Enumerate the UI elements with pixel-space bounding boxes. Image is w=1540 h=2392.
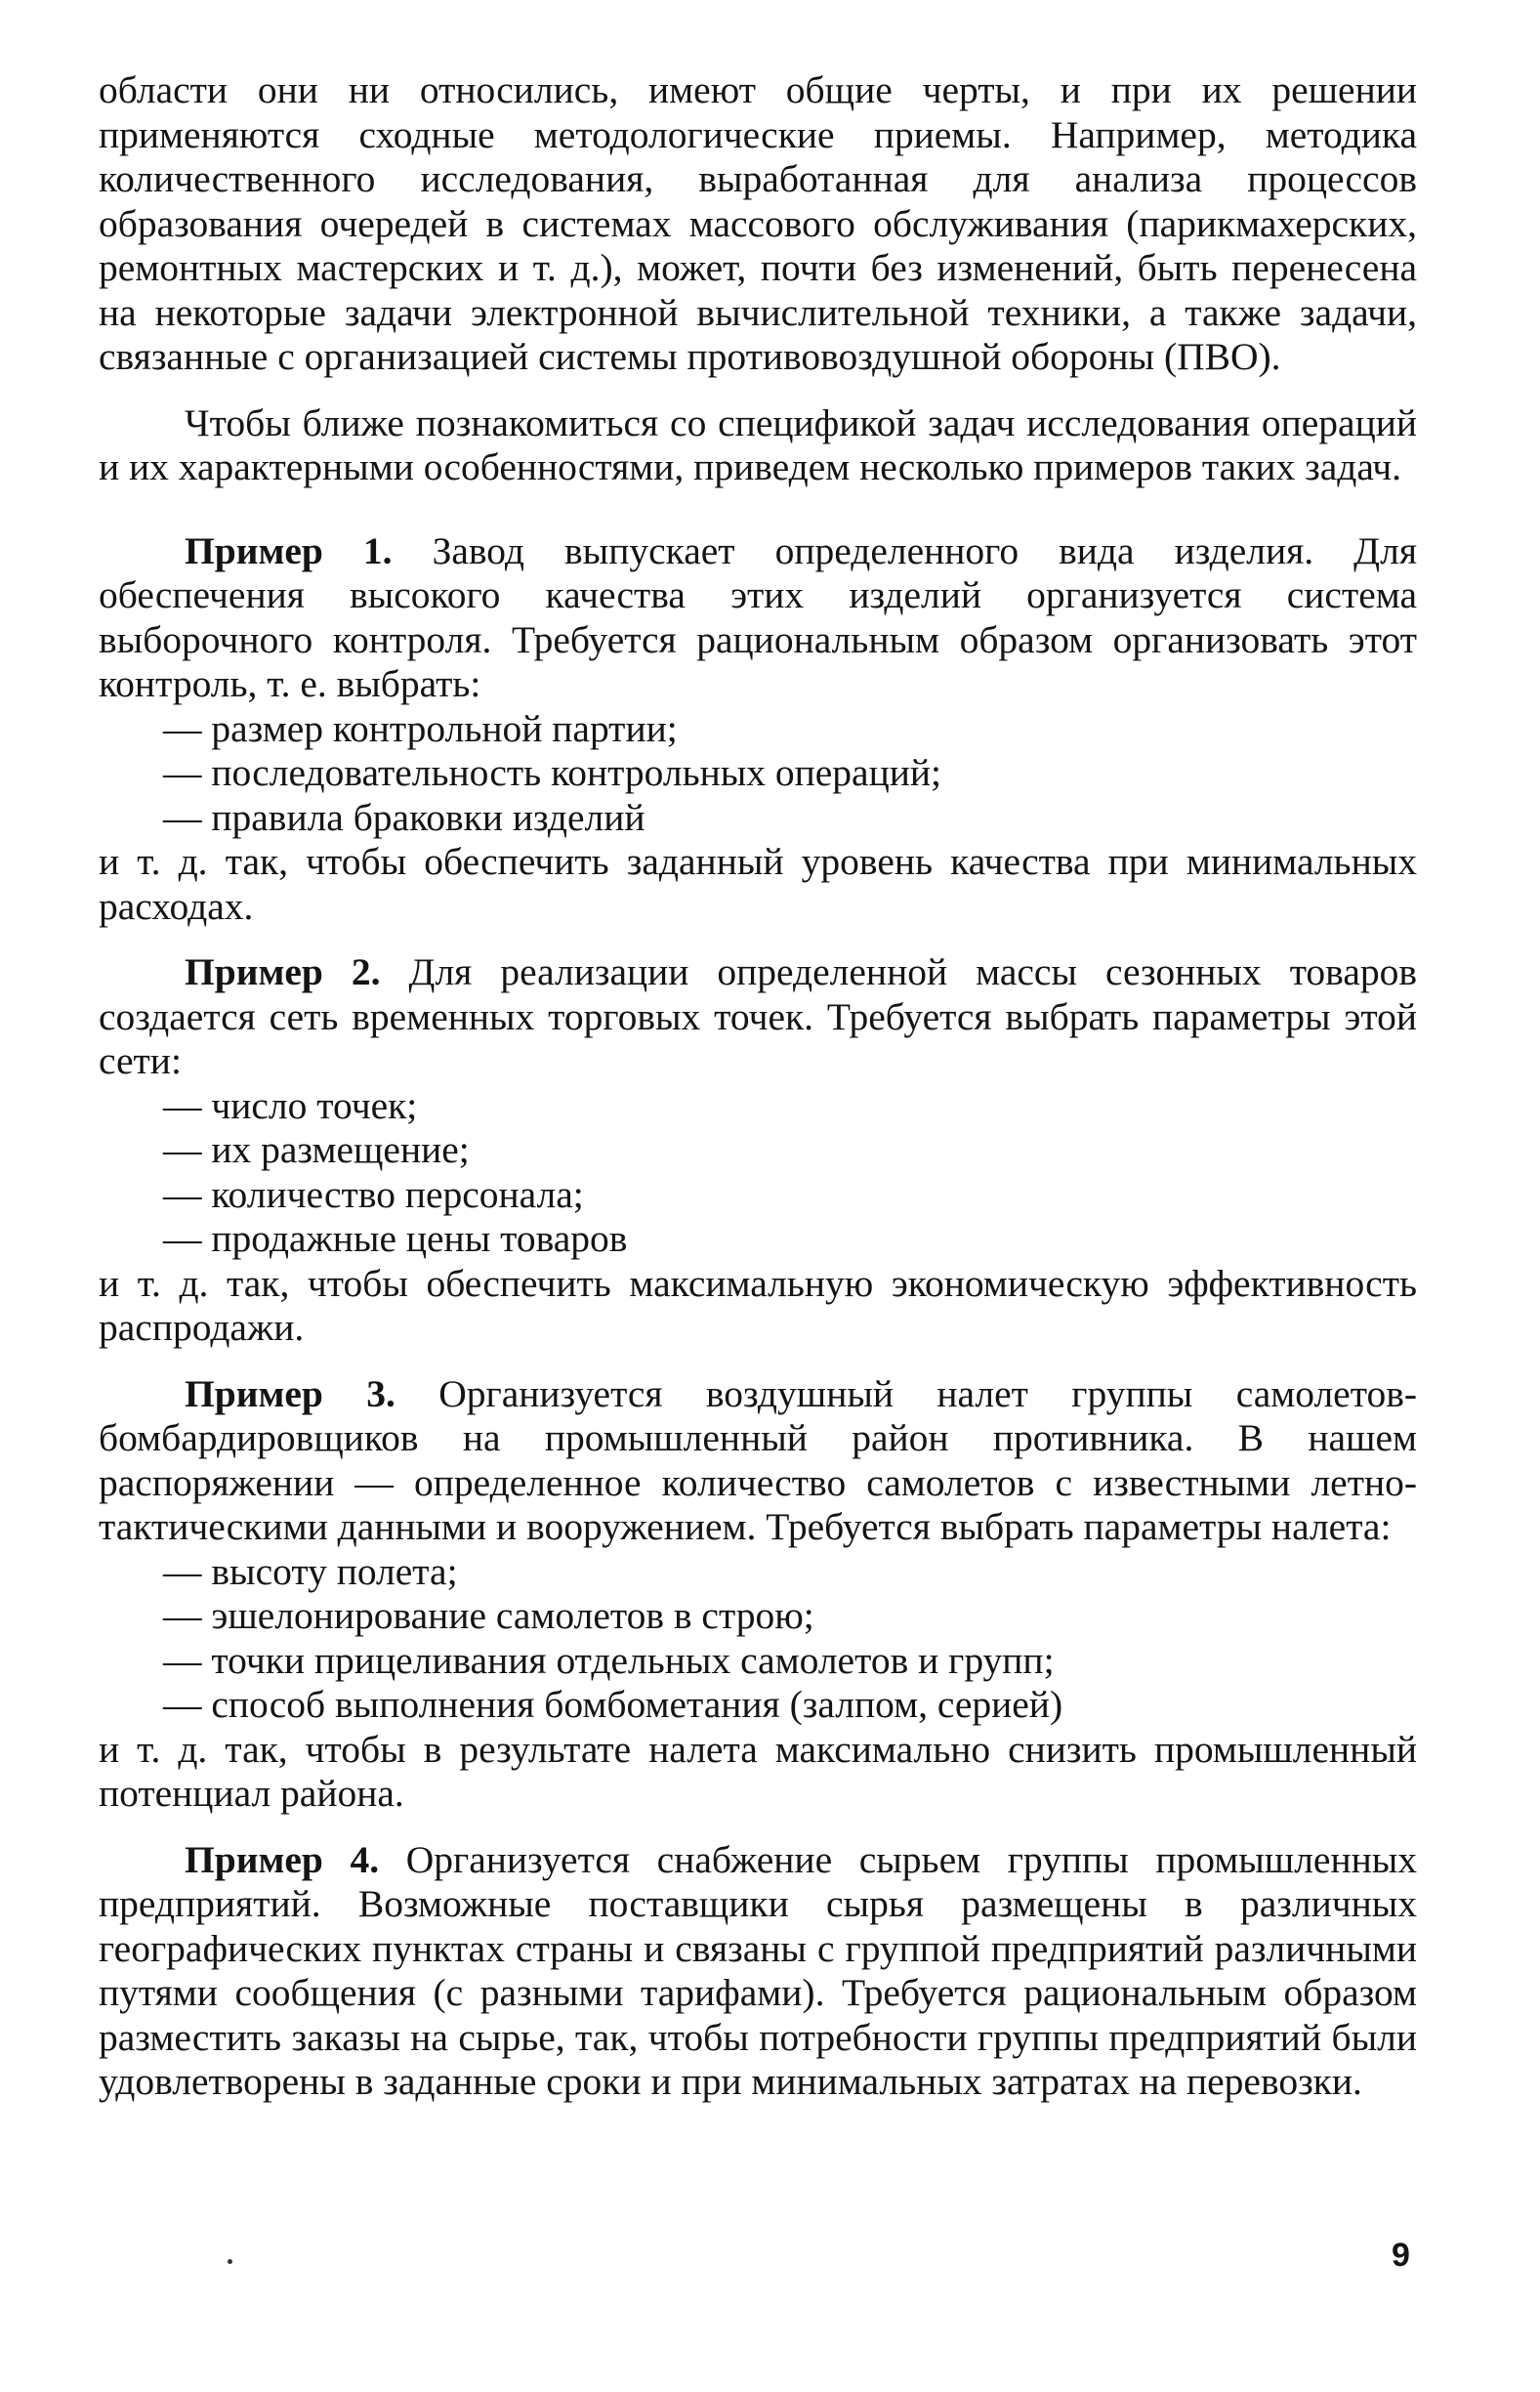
list-item: — количество персонала; — [163, 1172, 584, 1216]
example-1-label: Пример 1. — [185, 528, 393, 572]
example-3-statement — [99, 1372, 1417, 1550]
intro-paragraph-1: области они ни относились, имеют общие черты, и при их решении применяются сходные методологические приемы. Например, методика количественного исследования, выработанная для анализа процессов образования очередей в системах массового обслуживания (парикмахерских, ремонтных мастерских и т. д.), может, почти без изменений, быть перенесена на некоторые задачи электронной вычислительной техники, а также задачи, связанные с организацией системы противовоздушной обороны (ПВО). — [99, 68, 1417, 378]
example-4-text: Организуется снабжение сырьем группы промышленных предприятий. Возможные поставщики сырья размещены в различных географических пунктах страны и связаны с группой предприятий различными путями сообщения (с разными тарифами). Требуется рациональным образом разместить заказы на сырье, так, чтобы потребности группы предприятий были удовлетворены в заданные сроки и при минимальных затратах на перевозки. — [99, 1837, 1418, 2103]
example-2-conclusion: и т. д. так, чтобы обеспечить максимальную экономическую эффективность распродажи. — [99, 1261, 1417, 1349]
list-item: — последовательность контрольных операций; — [163, 751, 941, 794]
example-3-label: Пример 3. — [185, 1371, 395, 1415]
example-3-text: Организуется воздушный налет группы самолетов-бомбардировщиков на промышленный район противника. В нашем распоряжении — определенное количество самолетов с известными летно-тактическими данными и вооружением. Требуется выбрать параметры налета: — [99, 1371, 1418, 1548]
list-item: — правила браковки изделий — [163, 795, 645, 839]
example-4-statement — [99, 1838, 1417, 2105]
example-1 — [99, 529, 1417, 930]
example-3-list — [99, 1550, 1417, 1728]
list-item: — эшелонирование самолетов в строю; — [163, 1594, 814, 1637]
example-3 — [99, 1372, 1417, 1817]
example-1-list — [99, 707, 1417, 841]
example-4 — [99, 1838, 1417, 2105]
example-4-label: Пример 4. — [185, 1837, 380, 1881]
list-item: — способ выполнения бомбометания (залпом, серией) — [163, 1683, 1063, 1726]
example-1-statement — [99, 529, 1417, 707]
example-2 — [99, 950, 1417, 1351]
list-item: — продажные цены товаров — [163, 1217, 628, 1260]
intro-paragraph-2: Чтобы ближе познакомиться со спецификой задач исследования операций и их характерными особенностями, приведем несколько примеров таких задач. — [99, 400, 1417, 488]
list-item: — размер контрольной партии; — [163, 706, 678, 750]
example-2-statement — [99, 950, 1417, 1084]
page-body — [99, 68, 1417, 2105]
example-3-conclusion: и т. д. так, чтобы в результате налета максимально снизить промышленный потенциал района. — [99, 1727, 1417, 1815]
list-item: — точки прицеливания отдельных самолетов и групп; — [163, 1638, 1055, 1682]
list-item: — число точек; — [163, 1083, 418, 1127]
example-1-conclusion: и т. д. так, чтобы обеспечить заданный уровень качества при минимальных расходах. — [99, 840, 1417, 928]
list-item: — их размещение; — [163, 1128, 470, 1171]
list-item: — высоту полета; — [163, 1549, 458, 1593]
print-speck — [228, 2259, 232, 2264]
example-2-list — [99, 1084, 1417, 1262]
example-2-label: Пример 2. — [185, 950, 381, 993]
example-2-text: Для реализации определенной массы сезонных товаров создается сеть временных торговых точек. Требуется выбрать параметры этой сети: — [99, 950, 1417, 1082]
example-1-text: Завод выпускает определенного вида изделия. Для обеспечения высокого качества этих изделий организуется система выборочного контроля. Требуется рациональным образом организовать этот контроль, т. е. выбрать: — [99, 528, 1418, 705]
page-number: 9 — [1392, 2237, 1410, 2274]
